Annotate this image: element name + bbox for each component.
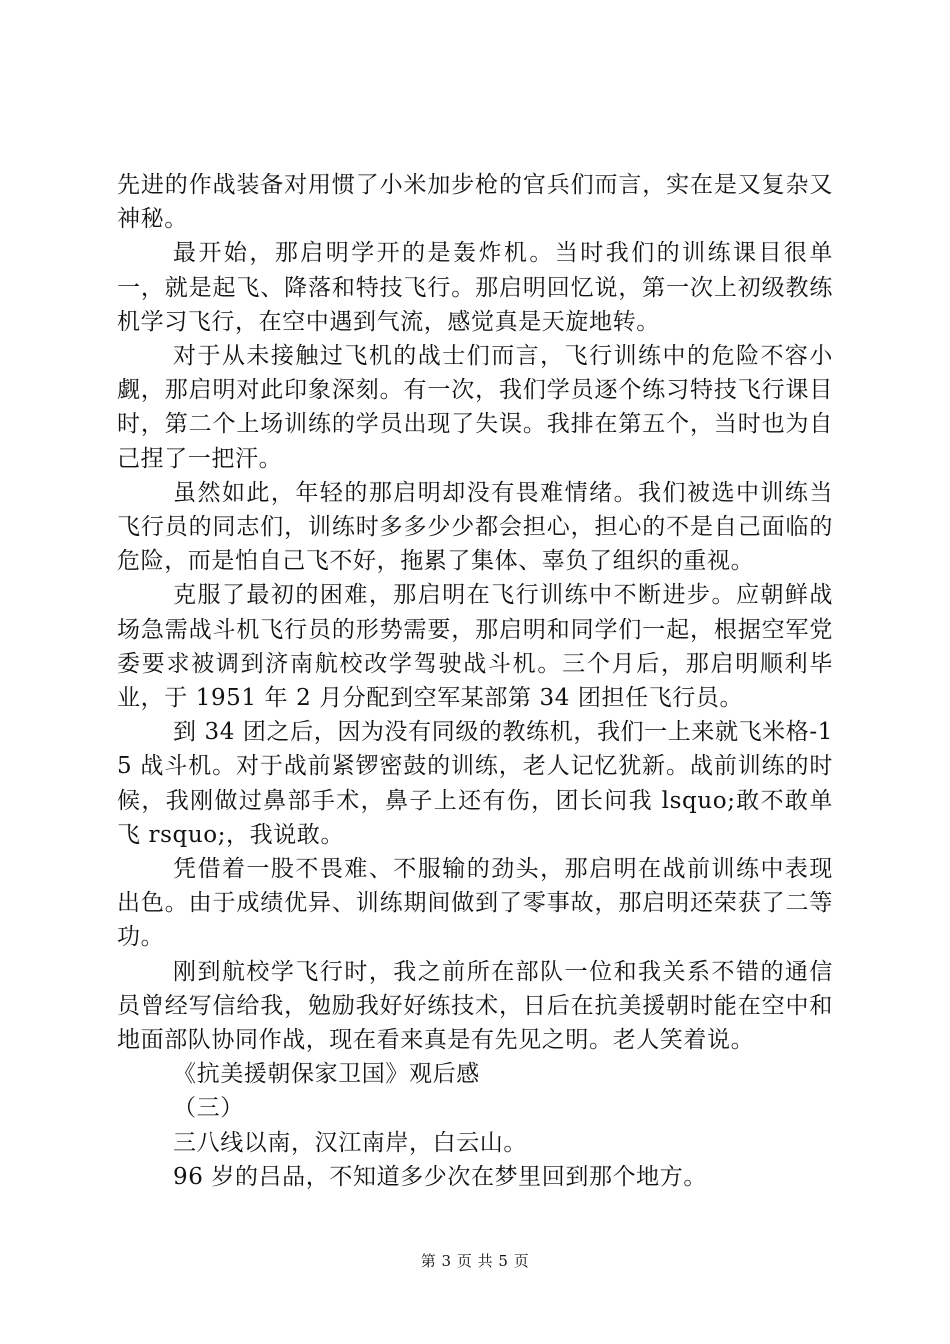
section-heading: 《抗美援朝保家卫国》观后感: [173, 1061, 480, 1088]
page-number-label: 第 3 页 共 5 页: [420, 1252, 530, 1270]
paragraph-3: 对于从未接触过飞机的战士们而言，飞行训练中的危险不容小觑，那启明对此印象深刻。有一次，我们学员逐个练习特技飞行课目时，第二个上场训练的学员出现了失误。我排在第五个，当时也为自己捏了一把汗。: [117, 343, 833, 472]
paragraph-9: 三八线以南，汉江南岸，白云山。: [173, 1129, 527, 1156]
paragraph-8: 刚到航校学飞行时，我之前所在部队一位和我关系不错的通信员曾经写信给我，勉励我好好练技术，日后在抗美援朝时能在空中和地面部队协同作战，现在看来真是有先见之明。老人笑着说。: [117, 958, 833, 1054]
paragraph-7: 凭借着一股不畏难、不服输的劲头，那启明在战前训练中表现出色。由于成绩优异、训练期间做到了零事故，那启明还荣获了二等功。: [117, 856, 833, 951]
section-number: （三）: [173, 1095, 244, 1122]
paragraph-2: 最开始，那启明学开的是轰炸机。当时我们的训练课目很单一，就是起飞、降落和特技飞行。那启明回忆说，第一次上初级教练机学习飞行，在空中遇到气流，感觉真是天旋地转。: [117, 240, 833, 335]
paragraph-10: 96 岁的吕品，不知道多少次在梦里回到那个地方。: [173, 1163, 707, 1190]
paragraph-4: 虽然如此，年轻的那启明却没有畏难情绪。我们被选中训练当飞行员的同志们，训练时多多少少都会担心，担心的不是自己面临的危险，而是怕自己飞不好，拖累了集体、辜负了组织的重视。: [117, 479, 833, 575]
paragraph-5: 克服了最初的困难，那启明在飞行训练中不断进步。应朝鲜战场急需战斗机飞行员的形势需要，那启明和同学们一起，根据空军党委要求被调到济南航校改学驾驶战斗机。三个月后，那启明顺利毕业，于 1951 年 2 月分配到空军某部第 34 团担任飞行员。: [117, 582, 833, 712]
document-body: [117, 168, 833, 1194]
page-footer: [0, 1250, 950, 1271]
paragraph-6: 到 34 团之后，因为没有同级的教练机，我们一上来就飞米格-15 战斗机。对于战前紧锣密鼓的训练，老人记忆犹新。战前训练的时候，我刚做过鼻部手术，鼻子上还有伤，团长问我 lsquo;敢不敢单飞 rsquo;，我说敢。: [117, 719, 833, 848]
paragraph-1: 先进的作战装备对用惯了小米加步枪的官兵们而言，实在是又复杂又神秘。: [117, 172, 833, 233]
